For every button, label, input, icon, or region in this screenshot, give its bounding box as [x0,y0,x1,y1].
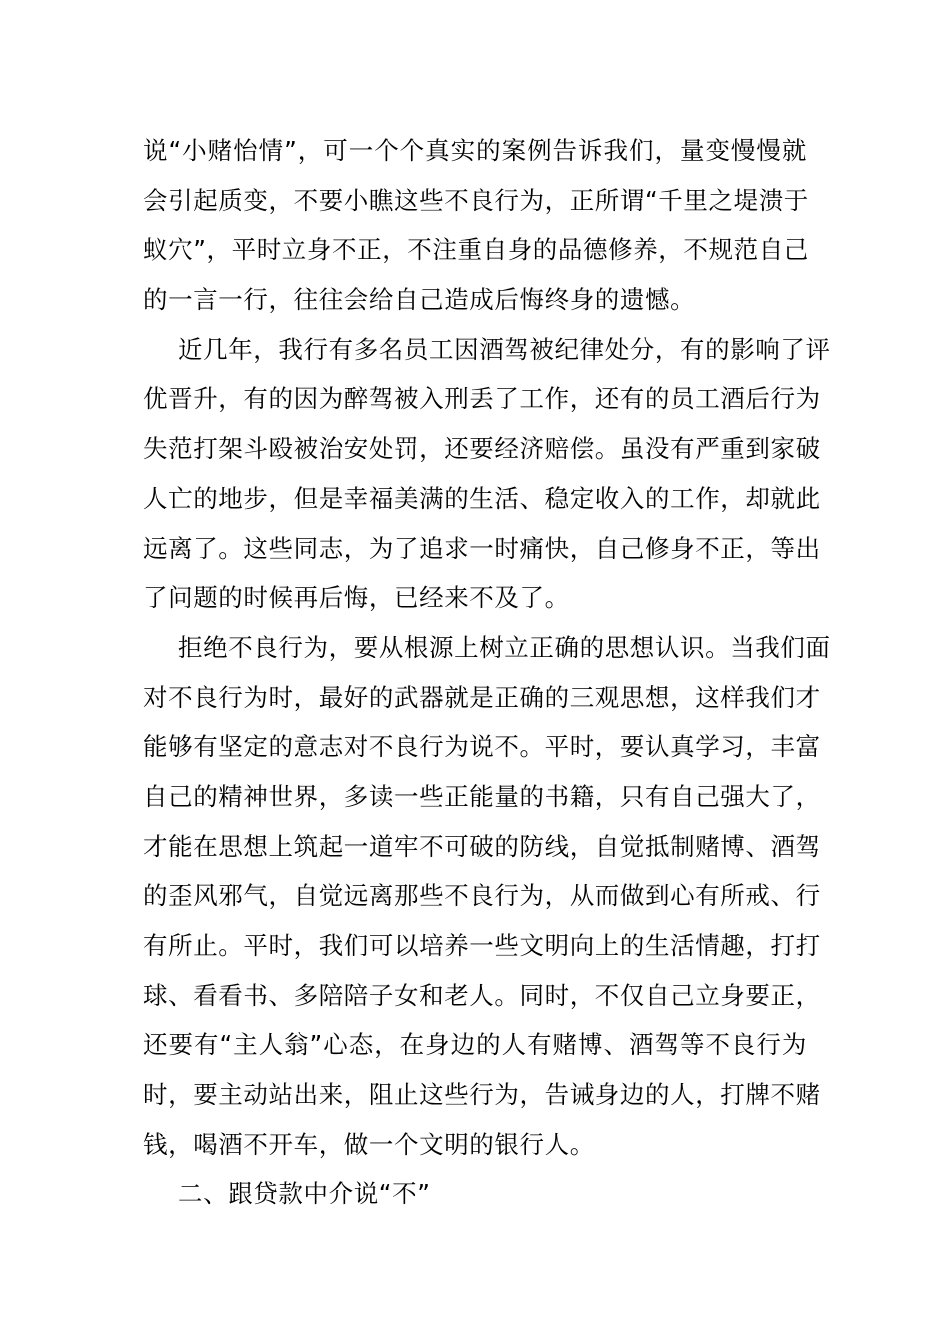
text-line: 优晋升，有的因为醉驾被入刑丢了工作，还有的员工酒后行为 [143,384,821,414]
text-line: 说“小赌怡情”，可一个个真实的案例告诉我们，量变慢慢就 [143,136,807,165]
text-line: 会引起质变，不要小瞧这些不良行为，正所谓“千里之堤溃于 [143,185,809,215]
text-line: 时，要主动站出来，阻止这些行为，告诫身边的人，打牌不赌 [143,1080,821,1110]
text-line: 拒绝不良行为，要从根源上树立正确的思想认识。当我们面 [178,632,831,662]
text-line: 球、看看书、多陪陪子女和老人。同时，不仅自己立身要正， [143,980,821,1010]
text-line: 了问题的时候再后悔，已经来不及了。 [143,583,570,613]
text-line: 的一言一行，往往会给自己造成后悔终身的遗憾。 [143,285,696,315]
paragraph-2 [143,325,831,623]
heading-text: 二、跟贷款中介说“不” [178,1179,431,1209]
section-heading [143,1169,807,1219]
text-line: 人亡的地步，但是幸福美满的生活、稳定收入的工作，却就此 [143,483,821,513]
text-line: 有所止。平时，我们可以培养一些文明向上的生活情趣，打打 [143,931,821,960]
text-line: 失范打架斗殴被治安处罚，还要经济赔偿。虽没有严重到家破 [143,434,821,464]
text-line: 的歪风邪气，自觉远离那些不良行为，从而做到心有所戒、行 [143,881,821,911]
text-line: 近几年，我行有多名员工因酒驾被纪律处分，有的影响了评 [178,334,831,364]
paragraph-3 [143,623,831,1170]
text-line: 蚁穴”，平时立身不正，不注重自身的品德修养，不规范自己 [143,235,809,265]
text-line: 能够有坚定的意志对不良行为说不。平时，要认真学习，丰富 [143,732,821,762]
text-line: 对不良行为时，最好的武器就是正确的三观思想，这样我们才 [143,682,821,712]
text-line: 钱，喝酒不开车，做一个文明的银行人。 [143,1129,595,1159]
text-line: 自己的精神世界，多读一些正能量的书籍，只有自己强大了， [143,781,821,811]
text-line: 才能在思想上筑起一道牢不可破的防线，自觉抵制赌博、酒驾 [143,831,821,861]
document-body [143,126,831,1219]
text-line: 远离了。这些同志，为了追求一时痛快，自己修身不正，等出 [143,533,821,563]
text-line: 还要有“主人翁”心态，在身边的人有赌博、酒驾等不良行为 [143,1030,807,1060]
paragraph-1 [143,126,807,325]
